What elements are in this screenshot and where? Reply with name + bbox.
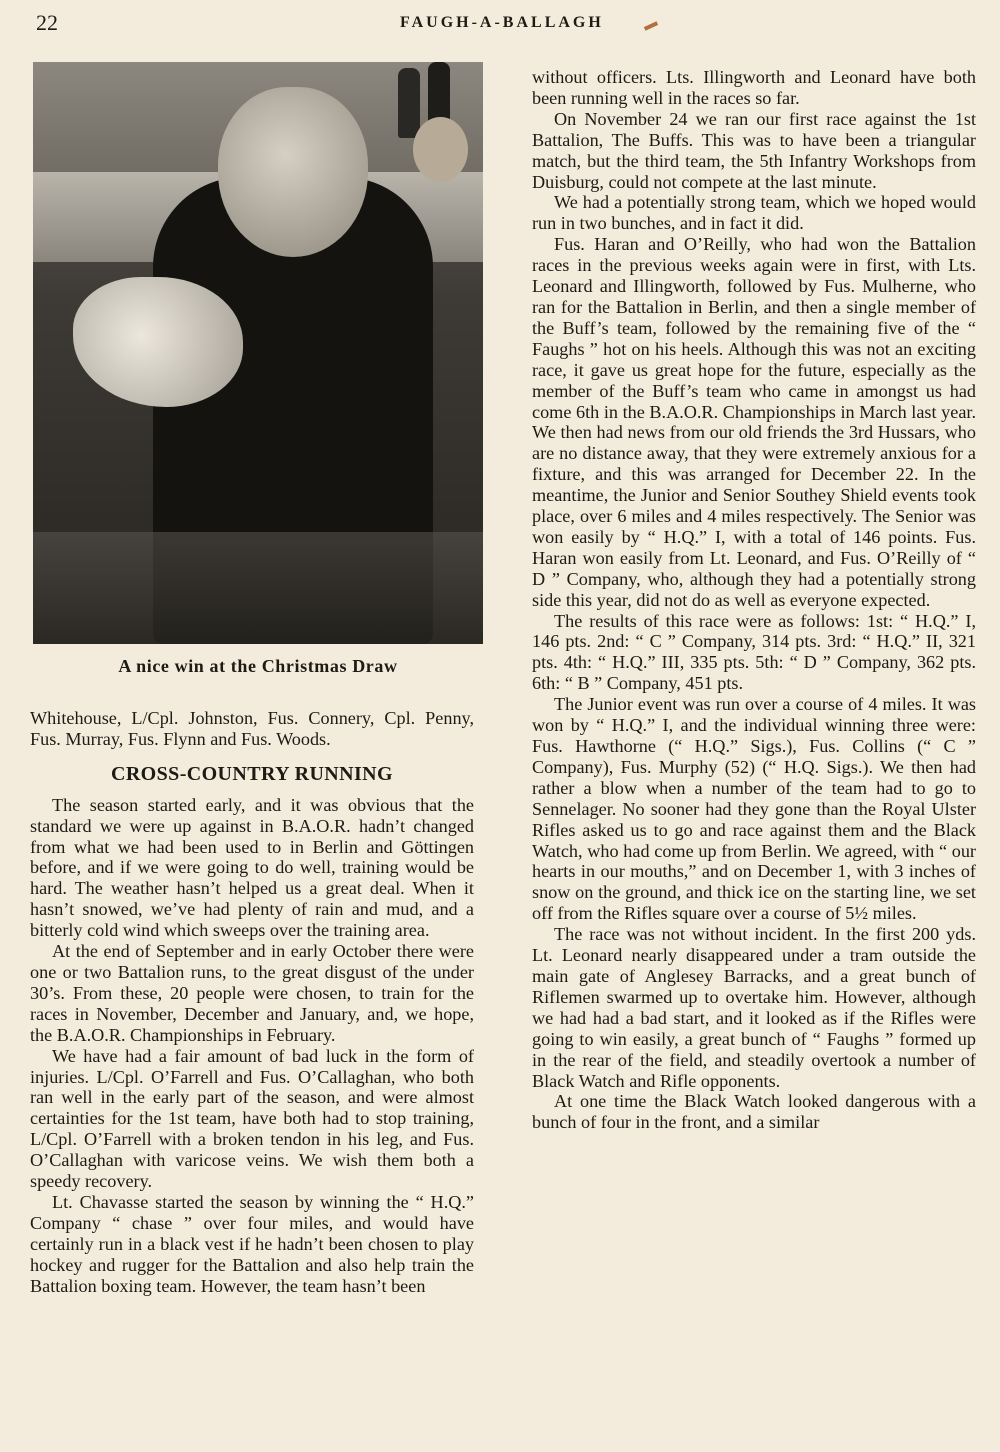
section-heading: CROSS-COUNTRY RUNNING (111, 762, 393, 785)
background-person (413, 117, 468, 182)
floor (33, 532, 483, 644)
paragraph: At the end of September and in early October there were one or two Battalion runs, to the great disgust of the under 30’s. From these, 20 people were chosen, to train for the races in November, December and January, and, we hope, the B.A.O.R. Championships in February. (30, 941, 474, 1045)
paragraph: The Junior event was run over a course of 4 miles. It was won by “ H.Q.” I, and the individual winning three were: Fus. Hawthorne (“ H.Q.” Sigs.), Fus. Collins (“ C ” Company), Fus. Murphy (52) (“ H.Q. Sigs.). We then had rather a blow when a number of the team had to go to Sennelager. No sooner had they gone than the Royal Ulster Rifles asked us to go and race against them and the Black Watch, who had come up from Berlin. We agreed, with “ our hearts in our mouths,” and on December 1, with 3 inches of snow on the ground, and thick ice on the starting line, we set off from the Rifles square over a course of 5½ miles. (532, 694, 976, 924)
paragraph: On November 24 we ran our first race against the 1st Battalion, The Buffs. This was to have been a triangular match, but the third team, the 5th Infantry Workshops from Duisburg, could not compete at the last minute. (532, 108, 976, 192)
photo-caption: A nice win at the Christmas Draw (118, 656, 398, 676)
paragraph: Fus. Haran and O’Reilly, who had won the Battalion races in the previous weeks again were in first, with Lts. Leonard and Illingworth, followed by Fus. Mulherne, who ran for the Battalion in Berlin, and then a single member of the Buff’s team, followed by the remaining five of the “ Faughs ” hot on his heels. Although this was not an exciting race, it gave us great hope for the future, especially as the member of the Buff’s team who came in amongst us had come 6th in the B.A.O.R. Championships in March last year. We then had news from our old friends the 3rd Hussars, who are no distance away, that they were extremely anxious for a fixture, and this was arranged for December 22. In the meantime, the Junior and Senior Southey Shield events took place, over 6 miles and 4 miles respectively. The Senior was won easily by “ H.Q.” I, with a total of 146 points. Fus. Haran won easily from Lt. Leonard, and Fus. O’Reilly of “ D ” Company, who, although they had a potentially strong side this year, did not do as well as everyone expected. (532, 234, 976, 610)
page-number: 22 (36, 10, 58, 35)
left-column (30, 708, 474, 1296)
paragraph: We have had a fair amount of bad luck in the form of injuries. L/Cpl. O’Farrell and Fus. O’Callaghan, who both ran well in the early part of the season, and were almost certainties for the 1st team, have both had to stop training, L/Cpl. O’Farrell with a broken tendon in his leg, and Fus. O’Callaghan with varicose veins. We wish them both a speedy recovery. (30, 1045, 474, 1192)
photograph (33, 62, 483, 644)
paragraph: Lt. Chavasse started the season by winning the “ H.Q.” Company “ chase ” over four miles, and would have certainly run in a black vest if he hadn’t been chosen to play hockey and rugger for the Battalion and also help train the Battalion boxing team. However, the team hasn’t been (30, 1191, 474, 1296)
paragraph: without officers. Lts. Illingworth and Leonard have both been running well in the races so far. (532, 67, 976, 108)
pen-mark (644, 21, 658, 31)
paragraph: Whitehouse, L/Cpl. Johnston, Fus. Connery, Cpl. Penny, Fus. Murray, Fus. Flynn and Fus. Woods. (30, 708, 474, 749)
paragraph: The race was not without incident. In the first 200 yds. Lt. Leonard nearly disappeared under a tram outside the main gate of Anglesey Barracks, and a great bunch of Riflemen swarmed up to overtake him. However, although we had had a bad start, and it looked as if the Rifles were going to win easily, a great bunch of “ Faughs ” formed up in the rear of the field, and steadily overtook a number of Black Watch and Rifle opponents. (532, 924, 976, 1091)
bottle (398, 68, 420, 138)
paragraph: We had a potentially strong team, which we hoped would run in two bunches, and in fact it did. (532, 192, 976, 234)
man-head (218, 87, 368, 257)
right-column (532, 67, 976, 1133)
prize-parcel (73, 277, 243, 407)
paragraph: The results of this race were as follows: 1st: “ H.Q.” I, 146 pts. 2nd: “ C ” Company, 314 pts. 3rd: “ H.Q.” II, 321 pts. 4th: “ H.Q.” III, 335 pts. 5th: “ D ” Company, 362 pts. 6th: “ B ” Company, 451 pts. (532, 610, 976, 694)
paragraph: The season started early, and it was obvious that the standard we were up against in B.A.O.R. hadn’t changed from what we had been used to in Berlin and Göttingen before, and if we were going to do well, training would be hard. The weather hasn’t helped us a great deal. When it hasn’t snowed, we’ve had plenty of rain and mud, and a bitterly cold wind which sweeps over the training area. (30, 794, 474, 941)
running-head: FAUGH-A-BALLAGH (400, 14, 604, 31)
paragraph: At one time the Black Watch looked dangerous with a bunch of four in the front, and a similar (532, 1091, 976, 1133)
